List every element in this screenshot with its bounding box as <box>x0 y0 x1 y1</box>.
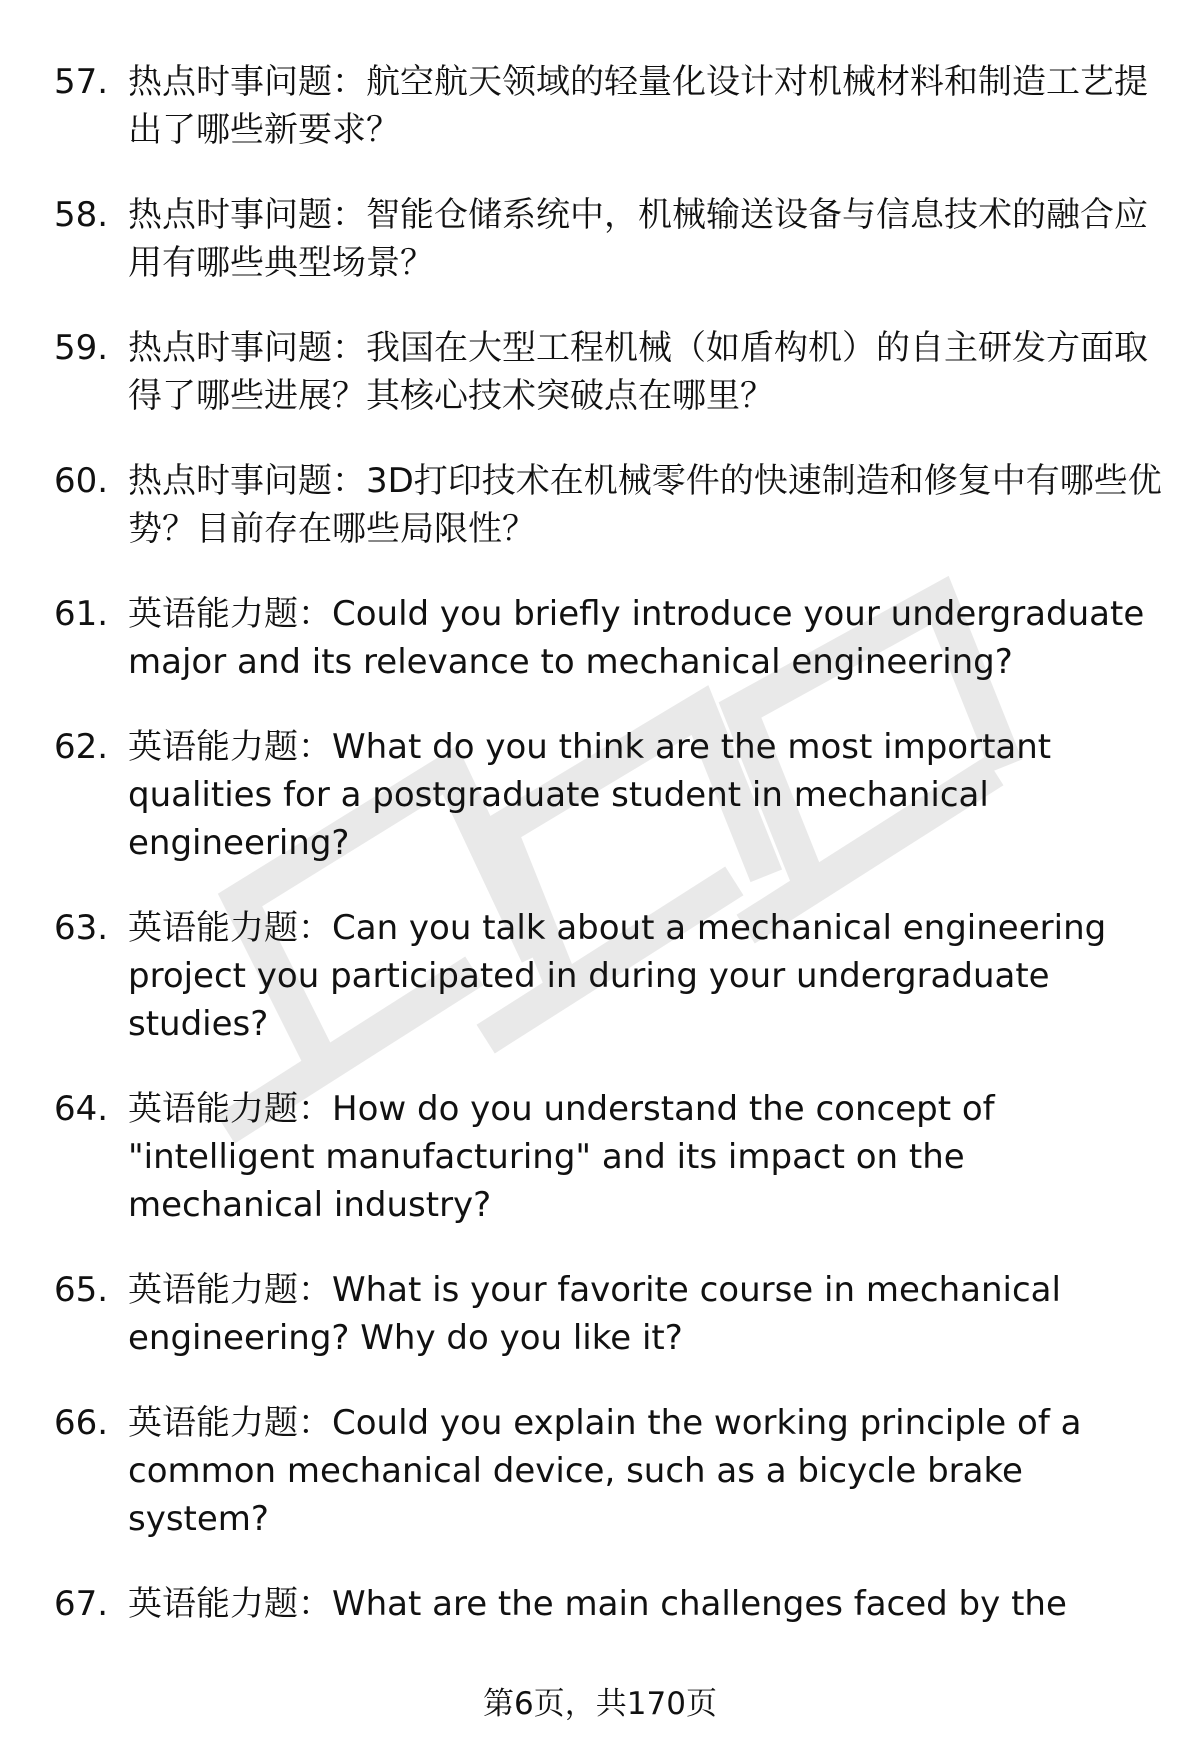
question-number: 59. <box>54 328 109 368</box>
question-list <box>54 58 1164 1665</box>
question-number: 62. <box>54 727 109 767</box>
question-number: 65. <box>54 1270 109 1310</box>
question-number: 66. <box>54 1403 109 1443</box>
question-text: 英语能力题：Could you explain the working principle of a common mechanical device, such as a bicycle brake system? <box>128 1403 1082 1539</box>
question-item <box>54 1085 1164 1229</box>
question-item <box>54 191 1164 287</box>
question-number: 57. <box>54 62 109 102</box>
question-text: 热点时事问题：3D打印技术在机械零件的快速制造和修复中有哪些优势？目前存在哪些局限性？ <box>128 461 1162 549</box>
question-item <box>54 1580 1164 1628</box>
question-text: 英语能力题：What is your favorite course in mechanical engineering? Why do you like it? <box>128 1270 1061 1358</box>
question-number: 67. <box>54 1584 109 1624</box>
question-text: 热点时事问题：智能仓储系统中，机械输送设备与信息技术的融合应用有哪些典型场景？ <box>128 195 1148 283</box>
question-text: 英语能力题：How do you understand the concept of "intelligent manufacturing" and its impact on the mechanical industry? <box>128 1089 995 1225</box>
question-item <box>54 324 1164 420</box>
question-item <box>54 58 1164 154</box>
question-item <box>54 590 1164 686</box>
question-text: 热点时事问题：航空航天领域的轻量化设计对机械材料和制造工艺提出了哪些新要求？ <box>128 62 1148 150</box>
question-number: 61. <box>54 594 109 634</box>
question-number: 60. <box>54 461 109 501</box>
question-item <box>54 1266 1164 1362</box>
question-text: 英语能力题：What are the main challenges faced by the <box>128 1584 1067 1624</box>
question-item <box>54 457 1164 553</box>
question-text: 英语能力题：Can you talk about a mechanical engineering project you participated in during your undergraduate studies? <box>128 908 1107 1044</box>
question-number: 58. <box>54 195 109 235</box>
page-number-footer: 第6页，共170页 <box>483 1686 717 1722</box>
question-item <box>54 723 1164 867</box>
question-number: 63. <box>54 908 109 948</box>
question-number: 64. <box>54 1089 109 1129</box>
question-text: 英语能力题：Could you briefly introduce your undergraduate major and its relevance to mechanical engineering? <box>128 594 1145 682</box>
question-text: 热点时事问题：我国在大型工程机械（如盾构机）的自主研发方面取得了哪些进展？其核心技术突破点在哪里？ <box>128 328 1148 416</box>
question-item <box>54 904 1164 1048</box>
question-text: 英语能力题：What do you think are the most important qualities for a postgraduate student in mechanical engineering? <box>128 727 1052 863</box>
question-item <box>54 1399 1164 1543</box>
